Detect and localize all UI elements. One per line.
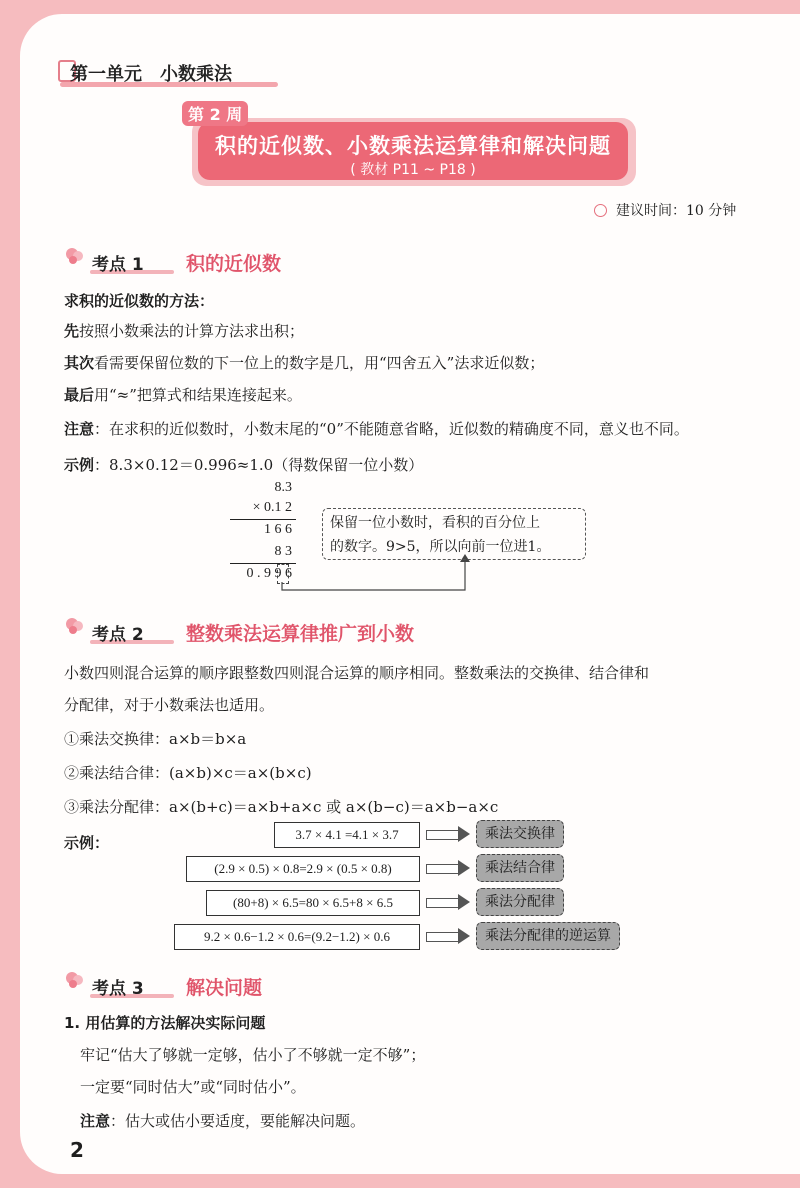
calc-row-5: 0 . 9 9 6 bbox=[246, 566, 292, 581]
law-distributive: ③乘法分配律：a×(b+c)＝a×b+a×c 或 a×(b−c)＝a×b−a×c bbox=[64, 798, 499, 816]
unit-title: 第一单元 小数乘法 bbox=[70, 64, 232, 85]
arrow-head bbox=[458, 928, 470, 944]
law-associative: ②乘法结合律：(a×b)×c＝a×(b×c) bbox=[64, 764, 312, 782]
step-1: 先按照小数乘法的计算方法求出积； bbox=[64, 322, 305, 340]
note: 注意：估大或估小要适度，要能解决问题。 bbox=[80, 1112, 366, 1130]
example-label: 示例： bbox=[64, 834, 110, 852]
section-label: 考点 3 bbox=[92, 979, 144, 999]
law-commutative: ①乘法交换律：a×b＝b×a bbox=[64, 730, 247, 748]
arrow-head bbox=[458, 894, 470, 910]
page bbox=[20, 14, 800, 1174]
section-label: 考点 1 bbox=[92, 255, 144, 275]
arrow bbox=[426, 898, 459, 908]
law-badge: 乘法结合律 bbox=[476, 854, 564, 882]
clock-icon bbox=[594, 204, 607, 217]
method-heading: 求积的近似数的方法： bbox=[64, 292, 215, 310]
arrow bbox=[426, 830, 459, 840]
intro-line: 小数四则混合运算的顺序跟整数四则混合运算的顺序相同。整数乘法的交换律、结合律和 bbox=[64, 664, 650, 682]
calc-line bbox=[230, 519, 296, 520]
note-box-line: 保留一位小数时，看积的百分位上 bbox=[330, 515, 540, 531]
flower-icon bbox=[64, 616, 86, 638]
section-label: 考点 2 bbox=[92, 625, 144, 645]
tip-line: 一定要“同时估大”或“同时估小”。 bbox=[80, 1078, 306, 1096]
note: 注意：在求积的近似数时，小数末尾的“0”不能随意省略，近似数的精确度不同，意义也不同。 bbox=[64, 420, 689, 438]
calc-row-2: × 0.1 2 bbox=[252, 500, 292, 515]
section-title: 积的近似数 bbox=[186, 253, 282, 275]
example-expression: 9.2 × 0.6−1.2 × 0.6=(9.2−1.2) × 0.6 bbox=[174, 924, 420, 950]
flower-icon bbox=[64, 970, 86, 992]
example: 示例：8.3×0.12＝0.996≈1.0（得数保留一位小数） bbox=[64, 456, 424, 474]
banner-title: 积的近似数、小数乘法运算律和解决问题 bbox=[215, 134, 611, 158]
example-expression: 3.7 × 4.1 =4.1 × 3.7 bbox=[274, 822, 420, 848]
banner-subtitle: ( 教材 P11 ~ P18 ) bbox=[350, 162, 476, 178]
arrow bbox=[426, 932, 459, 942]
arrow-head bbox=[458, 860, 470, 876]
subheading: 1. 用估算的方法解决实际问题 bbox=[64, 1014, 266, 1032]
page-number: 2 bbox=[70, 1138, 84, 1162]
example-expression: (80+8) × 6.5=80 × 6.5+8 × 6.5 bbox=[206, 890, 420, 916]
flower-icon bbox=[64, 246, 86, 268]
arrow bbox=[426, 864, 459, 874]
section-title: 整数乘法运算律推广到小数 bbox=[186, 623, 415, 645]
suggested-time: 建议时间：10 分钟 bbox=[616, 203, 737, 219]
note-box-line: 的数字。9>5，所以向前一位进1。 bbox=[330, 539, 551, 555]
calc-row-1: 8.3 bbox=[274, 480, 292, 495]
calc-row-3: 1 6 6 bbox=[264, 522, 292, 537]
tip-line: 牢记“估大了够就一定够，估小了不够就一定不够”； bbox=[80, 1046, 426, 1064]
arrow-head bbox=[458, 826, 470, 842]
law-badge: 乘法分配律的逆运算 bbox=[476, 922, 620, 950]
step-2: 其次看需要保留位数的下一位上的数字是几，用“四舍五入”法求近似数； bbox=[64, 354, 545, 372]
calc-row-4: 8 3 bbox=[274, 544, 292, 559]
pointer-arrow bbox=[275, 554, 475, 594]
section-title: 解决问题 bbox=[186, 977, 263, 999]
week-tag: 第 2 周 bbox=[182, 101, 248, 126]
step-3: 最后用“≈”把算式和结果连接起来。 bbox=[64, 386, 302, 404]
intro-line: 分配律，对于小数乘法也适用。 bbox=[64, 696, 275, 714]
law-badge: 乘法分配律 bbox=[476, 888, 564, 916]
example-expression: (2.9 × 0.5) × 0.8=2.9 × (0.5 × 0.8) bbox=[186, 856, 420, 882]
law-badge: 乘法交换律 bbox=[476, 820, 564, 848]
